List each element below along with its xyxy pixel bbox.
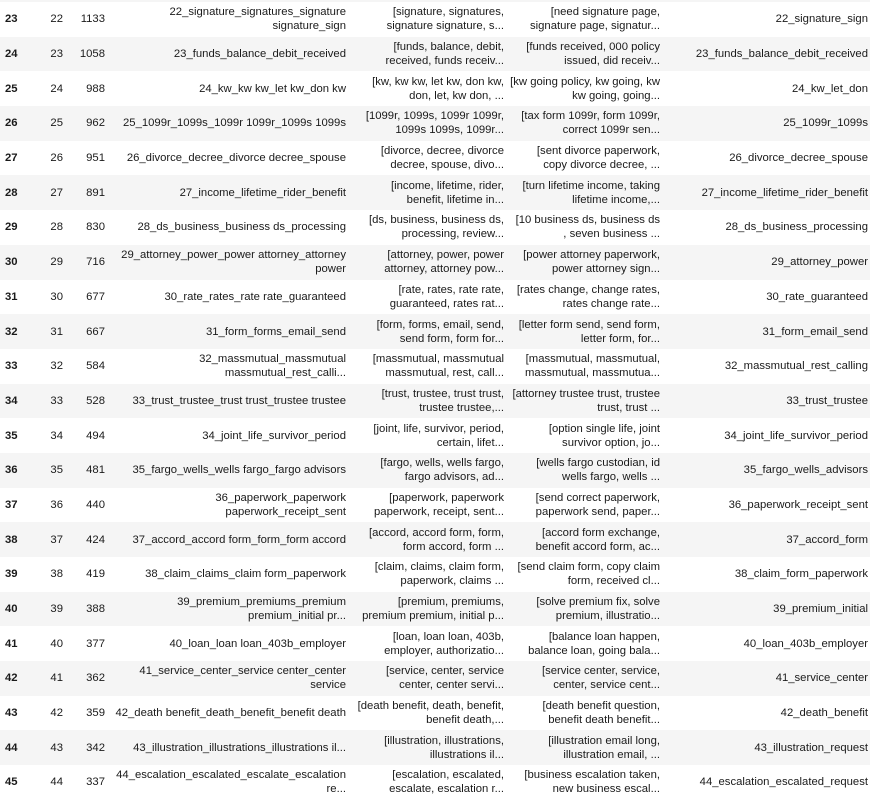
count-cell: 419 — [86, 568, 105, 581]
row-index-cell: 42 — [5, 672, 18, 685]
topic-name-cell: 30_rate_rates_rate rate_guaranteed — [164, 290, 346, 303]
representation-cell: [escalation, escalated, escalate, escalation r... — [389, 769, 504, 796]
topic-name-cell: 43_illustration_illustrations_illustrations il... — [133, 741, 346, 754]
representation-cell: [trust, trustee, trust trust, trustee trustee,... — [381, 387, 504, 414]
representative-docs-cell: [power attorney paperwork, power attorney sign... — [523, 249, 660, 276]
representative-docs-cell: [letter form send, send form, letter form, for... — [518, 318, 660, 345]
table-row — [0, 626, 870, 661]
topic-id-cell: 23 — [50, 48, 63, 61]
row-index-cell: 38 — [5, 533, 18, 546]
custom-name-cell: 24_kw_let_don — [791, 82, 868, 95]
table-row — [0, 280, 870, 315]
representation-cell: [rate, rates, rate rate, guaranteed, rates rat... — [389, 283, 504, 310]
custom-name-cell: 43_illustration_request — [754, 741, 868, 754]
table-row — [0, 522, 870, 557]
representation-cell: [funds, balance, debit, received, funds receiv... — [385, 41, 504, 68]
topic-name-cell: 33_trust_trustee_trust trust_trustee trustee — [132, 394, 346, 407]
custom-name-cell: 42_death_benefit — [780, 707, 868, 720]
custom-name-cell: 28_ds_business_processing — [725, 221, 868, 234]
row-index-cell: 34 — [5, 394, 18, 407]
representative-docs-cell: [send claim form, copy claim form, received cl... — [517, 561, 660, 588]
topic-name-cell: 32_massmutual_massmutual massmutual_rest_calli... — [199, 353, 346, 380]
count-cell: 988 — [86, 82, 105, 95]
topic-name-cell: 40_loan_loan loan_403b_employer — [169, 637, 346, 650]
custom-name-cell: 38_claim_form_paperwork — [734, 568, 868, 581]
representative-docs-cell: [kw going policy, kw going, kw kw going, going... — [510, 75, 660, 102]
custom-name-cell: 40_loan_403b_employer — [743, 637, 868, 650]
row-index-cell: 32 — [5, 325, 18, 338]
row-index-cell: 29 — [5, 221, 18, 234]
topic-id-cell: 26 — [50, 152, 63, 165]
count-cell: 716 — [86, 256, 105, 269]
representative-docs-cell: [need signature page, signature page, signatur... — [529, 6, 660, 33]
topic-id-cell: 44 — [50, 776, 63, 789]
topic-name-cell: 44_escalation_escalated_escalate_escalation re... — [116, 769, 346, 796]
custom-name-cell: 37_accord_form — [786, 533, 868, 546]
row-index-cell: 43 — [5, 707, 18, 720]
table-row — [0, 37, 870, 72]
representation-cell: [1099r, 1099s, 1099r 1099r, 1099s 1099s, 1099r... — [365, 110, 504, 137]
custom-name-cell: 22_signature_sign — [775, 13, 868, 26]
topic-name-cell: 28_ds_business_business ds_processing — [137, 221, 346, 234]
row-index-cell: 24 — [5, 48, 18, 61]
topic-id-cell: 27 — [50, 186, 63, 199]
representative-docs-cell: [attorney trustee trust, trustee trust, trust ... — [512, 387, 660, 414]
topic-name-cell: 23_funds_balance_debit_received — [173, 48, 346, 61]
topic-id-cell: 37 — [50, 533, 63, 546]
topic-id-cell: 43 — [50, 741, 63, 754]
row-index-cell: 26 — [5, 117, 18, 130]
topic-id-cell: 39 — [50, 603, 63, 616]
row-index-cell: 37 — [5, 498, 18, 511]
representation-cell: [paperwork, paperwork paperwork, receipt, sent... — [374, 491, 504, 518]
table-row — [0, 730, 870, 765]
topic-name-cell: 31_form_forms_email_send — [205, 325, 346, 338]
topic-id-cell: 36 — [50, 498, 63, 511]
representative-docs-cell: [massmutual, massmutual, massmutual, massmutua... — [525, 353, 660, 380]
table-row — [0, 418, 870, 453]
row-index-cell: 27 — [5, 152, 18, 165]
table-row — [0, 557, 870, 592]
custom-name-cell: 27_income_lifetime_rider_benefit — [701, 186, 868, 199]
custom-name-cell: 23_funds_balance_debit_received — [695, 48, 868, 61]
representation-cell: [claim, claims, claim form, paperwork, claims ... — [374, 561, 504, 588]
row-index-cell: 44 — [5, 741, 18, 754]
topic-name-cell: 22_signature_signatures_signature signature_sign — [169, 6, 346, 33]
representative-docs-cell: [10 business ds, business ds , seven business ... — [515, 214, 660, 241]
row-index-cell: 39 — [5, 568, 18, 581]
representative-docs-cell: [balance loan happen, balance loan, going bala... — [528, 630, 660, 657]
row-index-cell: 28 — [5, 186, 18, 199]
table-row — [0, 765, 870, 800]
topic-id-cell: 32 — [50, 360, 63, 373]
table-row — [0, 696, 870, 731]
representation-cell: [massmutual, massmutual massmutual, rest, call... — [372, 353, 504, 380]
count-cell: 962 — [86, 117, 105, 130]
custom-name-cell: 29_attorney_power — [771, 256, 868, 269]
table-row — [0, 71, 870, 106]
topic-id-cell: 42 — [50, 707, 63, 720]
row-index-cell: 35 — [5, 429, 18, 442]
representation-cell: [loan, loan loan, 403b, employer, authorizatio... — [384, 630, 504, 657]
topic-id-cell: 24 — [50, 82, 63, 95]
table-row — [0, 384, 870, 419]
representation-cell: [income, lifetime, rider, benefit, lifetime in... — [390, 179, 504, 206]
custom-name-cell: 33_trust_trustee — [786, 394, 868, 407]
count-cell: 337 — [86, 776, 105, 789]
table-row — [0, 488, 870, 523]
representative-docs-cell: [solve premium fix, solve premium, illustratio... — [536, 596, 660, 623]
table-row — [0, 175, 870, 210]
topic-name-cell: 37_accord_accord form_form_form accord — [132, 533, 346, 546]
representation-cell: [death benefit, death, benefit, benefit death,... — [357, 700, 504, 727]
row-index-cell: 25 — [5, 82, 18, 95]
table-row — [0, 661, 870, 696]
topic-id-cell: 35 — [50, 464, 63, 477]
count-cell: 440 — [86, 498, 105, 511]
topic-id-cell: 33 — [50, 394, 63, 407]
count-cell: 424 — [86, 533, 105, 546]
count-cell: 1133 — [80, 13, 105, 26]
row-index-cell: 30 — [5, 256, 18, 269]
representation-cell: [premium, premiums, premium premium, initial p... — [362, 596, 504, 623]
table-row — [0, 141, 870, 176]
row-index-cell: 45 — [5, 776, 18, 789]
representative-docs-cell: [business escalation taken, new business escal... — [524, 769, 660, 796]
row-index-cell: 31 — [5, 290, 18, 303]
topic-dataframe-table — [0, 2, 870, 800]
table-row — [0, 453, 870, 488]
topic-name-cell: 41_service_center_service center_center service — [139, 665, 346, 692]
topic-id-cell: 38 — [50, 568, 63, 581]
custom-name-cell: 30_rate_guaranteed — [766, 290, 868, 303]
table-body — [0, 2, 870, 800]
custom-name-cell: 31_form_email_send — [762, 325, 868, 338]
table-row — [0, 314, 870, 349]
representation-cell: [signature, signatures, signature signature, s... — [386, 6, 504, 33]
row-index-cell: 23 — [5, 13, 18, 26]
topic-id-cell: 41 — [50, 672, 63, 685]
custom-name-cell: 34_joint_life_survivor_period — [724, 429, 868, 442]
custom-name-cell: 39_premium_initial — [773, 603, 868, 616]
topic-name-cell: 24_kw_kw kw_let kw_don kw — [199, 82, 346, 95]
representation-cell: [kw, kw kw, let kw, don kw, don, let, kw don, ... — [372, 75, 504, 102]
representation-cell: [accord, accord form, form, form accord, form ... — [369, 526, 504, 553]
topic-id-cell: 34 — [50, 429, 63, 442]
custom-name-cell: 32_massmutual_rest_calling — [724, 360, 868, 373]
representation-cell: [ds, business, business ds, processing, review... — [368, 214, 504, 241]
topic-name-cell: 36_paperwork_paperwork paperwork_receipt_sent — [215, 491, 346, 518]
count-cell: 891 — [86, 186, 105, 199]
table-row — [0, 592, 870, 627]
representation-cell: [divorce, decree, divorce decree, spouse, divo... — [380, 145, 504, 172]
row-index-cell: 33 — [5, 360, 18, 373]
representative-docs-cell: [sent divorce paperwork, copy divorce decree, ... — [536, 145, 660, 172]
representative-docs-cell: [accord form exchange, benefit accord form, ac... — [535, 526, 660, 553]
topic-name-cell: 26_divorce_decree_divorce decree_spouse — [126, 152, 346, 165]
topic-name-cell: 34_joint_life_survivor_period — [202, 429, 346, 442]
topic-id-cell: 30 — [50, 290, 63, 303]
table-row — [0, 2, 870, 37]
topic-id-cell: 40 — [50, 637, 63, 650]
custom-name-cell: 44_escalation_escalated_request — [699, 776, 868, 789]
topic-name-cell: 27_income_lifetime_rider_benefit — [179, 186, 346, 199]
count-cell: 677 — [86, 290, 105, 303]
table-row — [0, 245, 870, 280]
topic-id-cell: 29 — [50, 256, 63, 269]
count-cell: 359 — [86, 707, 105, 720]
topic-name-cell: 25_1099r_1099s_1099r 1099r_1099s 1099s — [123, 117, 346, 130]
count-cell: 830 — [86, 221, 105, 234]
representation-cell: [form, forms, email, send, send form, form for... — [376, 318, 504, 345]
count-cell: 377 — [86, 637, 105, 650]
custom-name-cell: 35_fargo_wells_advisors — [743, 464, 868, 477]
representative-docs-cell: [tax form 1099r, form 1099r, correct 1099r sen... — [521, 110, 660, 137]
count-cell: 494 — [86, 429, 105, 442]
topic-name-cell: 39_premium_premiums_premium premium_initial pr... — [177, 596, 346, 623]
representative-docs-cell: [rates change, change rates, rates change rate... — [516, 283, 660, 310]
representation-cell: [service, center, service center, center servi... — [385, 665, 504, 692]
topic-name-cell: 42_death benefit_death_benefit_benefit death — [115, 707, 346, 720]
table-row — [0, 210, 870, 245]
count-cell: 528 — [86, 394, 105, 407]
count-cell: 342 — [86, 741, 105, 754]
count-cell: 951 — [86, 152, 105, 165]
count-cell: 481 — [86, 464, 105, 477]
representation-cell: [fargo, wells, wells fargo, fargo advisors, ad... — [380, 457, 504, 484]
count-cell: 584 — [86, 360, 105, 373]
custom-name-cell: 36_paperwork_receipt_sent — [728, 498, 868, 511]
count-cell: 667 — [86, 325, 105, 338]
custom-name-cell: 26_divorce_decree_spouse — [729, 152, 868, 165]
table-row — [0, 349, 870, 384]
count-cell: 362 — [86, 672, 105, 685]
row-index-cell: 36 — [5, 464, 18, 477]
representative-docs-cell: [death benefit question, benefit death benefit... — [542, 700, 660, 727]
representative-docs-cell: [send correct paperwork, paperwork send, paper... — [535, 491, 660, 518]
topic-id-cell: 25 — [50, 117, 63, 130]
representation-cell: [attorney, power, power attorney, attorney pow... — [384, 249, 504, 276]
representative-docs-cell: [turn lifetime income, taking lifetime income,... — [522, 179, 660, 206]
topic-id-cell: 22 — [50, 13, 63, 26]
representative-docs-cell: [option single life, joint survivor option, jo... — [548, 422, 660, 449]
representative-docs-cell: [service center, service, center, service cent... — [541, 665, 660, 692]
topic-id-cell: 28 — [50, 221, 63, 234]
custom-name-cell: 25_1099r_1099s — [783, 117, 868, 130]
count-cell: 388 — [86, 603, 105, 616]
representative-docs-cell: [wells fargo custodian, id wells fargo, wells ... — [536, 457, 660, 484]
representation-cell: [illustration, illustrations, illustrations il... — [384, 734, 504, 761]
custom-name-cell: 41_service_center — [775, 672, 868, 685]
row-index-cell: 41 — [5, 637, 18, 650]
topic-name-cell: 38_claim_claims_claim form_paperwork — [145, 568, 346, 581]
row-index-cell: 40 — [5, 603, 18, 616]
topic-name-cell: 35_fargo_wells_wells fargo_fargo advisors — [132, 464, 346, 477]
topic-id-cell: 31 — [50, 325, 63, 338]
representation-cell: [joint, life, survivor, period, certain, lifet... — [373, 422, 504, 449]
representative-docs-cell: [illustration email long, illustration email, ... — [548, 734, 660, 761]
representative-docs-cell: [funds received, 000 policy issued, did receiv... — [526, 41, 660, 68]
count-cell: 1058 — [79, 48, 105, 61]
table-row — [0, 106, 870, 141]
topic-name-cell: 29_attorney_power_power attorney_attorney power — [121, 249, 346, 276]
